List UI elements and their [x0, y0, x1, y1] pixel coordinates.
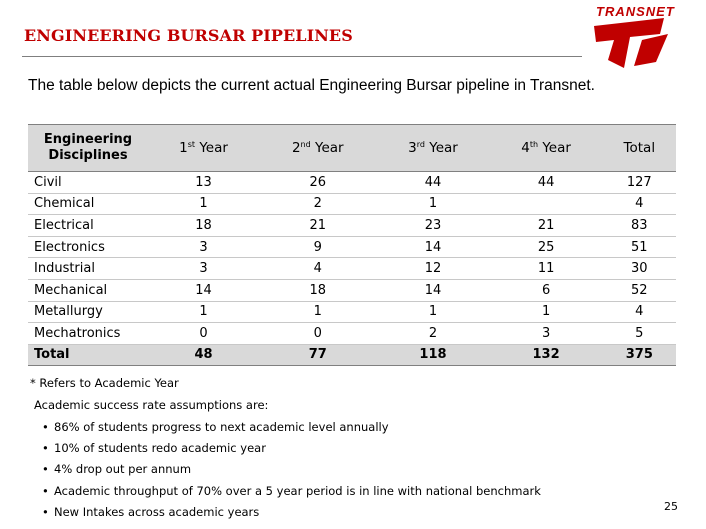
- cell-year-3: 1: [376, 301, 489, 323]
- transnet-logo: [586, 4, 696, 74]
- table-row: [28, 172, 676, 194]
- cell-total: 375: [603, 344, 676, 365]
- cell-year-4: 6: [490, 279, 603, 301]
- cell-year-1: 1: [148, 301, 259, 323]
- cell-year-4: 132: [490, 344, 603, 365]
- cell-year-4: [490, 193, 603, 215]
- cell-total: 4: [603, 301, 676, 323]
- cell-total: 51: [603, 236, 676, 258]
- cell-total: 4: [603, 193, 676, 215]
- header-year-3: 3rd Year: [376, 125, 489, 172]
- assumptions-heading: Academic success rate assumptions are:: [34, 398, 269, 412]
- cell-year-1: 1: [148, 193, 259, 215]
- table-row: [28, 215, 676, 237]
- header-year-4: 4th Year: [490, 125, 603, 172]
- cell-year-2: 9: [259, 236, 376, 258]
- cell-year-1: 3: [148, 236, 259, 258]
- cell-year-3: 23: [376, 215, 489, 237]
- list-item: • 10% of students redo academic year: [42, 439, 541, 460]
- cell-year-3: 2: [376, 323, 489, 345]
- row-name: Civil: [28, 172, 148, 194]
- cell-year-4: 25: [490, 236, 603, 258]
- logo-text: TRANSNET: [596, 4, 675, 19]
- total-row: [28, 344, 676, 365]
- cell-year-3: 1: [376, 193, 489, 215]
- cell-year-2: 0: [259, 323, 376, 345]
- cell-year-4: 3: [490, 323, 603, 345]
- cell-year-3: 14: [376, 236, 489, 258]
- cell-year-4: 11: [490, 258, 603, 280]
- cell-year-1: 14: [148, 279, 259, 301]
- cell-year-2: 26: [259, 172, 376, 194]
- cell-year-3: 44: [376, 172, 489, 194]
- cell-year-2: 1: [259, 301, 376, 323]
- cell-total: 30: [603, 258, 676, 280]
- cell-year-1: 0: [148, 323, 259, 345]
- table-row: [28, 301, 676, 323]
- cell-year-3: 118: [376, 344, 489, 365]
- title-divider: [22, 56, 582, 57]
- cell-year-4: 21: [490, 215, 603, 237]
- table-row: [28, 258, 676, 280]
- row-name: Mechanical: [28, 279, 148, 301]
- page-title: ENGINEERING BURSAR PIPELINES: [24, 26, 353, 45]
- cell-total: 83: [603, 215, 676, 237]
- page-number: 25: [664, 500, 678, 513]
- cell-total: 5: [603, 323, 676, 345]
- row-name: Metallurgy: [28, 301, 148, 323]
- header-disciplines: Engineering Disciplines: [28, 125, 148, 172]
- cell-year-1: 3: [148, 258, 259, 280]
- list-item: • 4% drop out per annum: [42, 460, 541, 481]
- cell-total: 52: [603, 279, 676, 301]
- cell-year-2: 18: [259, 279, 376, 301]
- cell-year-1: 48: [148, 344, 259, 365]
- row-name: Mechatronics: [28, 323, 148, 345]
- list-item: • Academic throughput of 70% over a 5 year period is in line with national benchmark: [42, 482, 541, 503]
- intro-text: The table below depicts the current actual Engineering Bursar pipeline in Transnet.: [28, 77, 595, 94]
- cell-year-2: 77: [259, 344, 376, 365]
- list-item: • New Intakes across academic years: [42, 503, 541, 524]
- cell-year-1: 13: [148, 172, 259, 194]
- header-year-1: 1st Year: [148, 125, 259, 172]
- header-total: Total: [603, 125, 676, 172]
- header-year-2: 2nd Year: [259, 125, 376, 172]
- cell-year-2: 21: [259, 215, 376, 237]
- cell-year-3: 14: [376, 279, 489, 301]
- table-row: [28, 323, 676, 345]
- footnote: * Refers to Academic Year: [30, 376, 179, 390]
- table-header-row: [28, 125, 676, 172]
- table-row: [28, 279, 676, 301]
- cell-total: 127: [603, 172, 676, 194]
- cell-year-2: 4: [259, 258, 376, 280]
- cell-year-1: 18: [148, 215, 259, 237]
- row-name: Electronics: [28, 236, 148, 258]
- cell-year-3: 12: [376, 258, 489, 280]
- cell-year-4: 1: [490, 301, 603, 323]
- row-name: Industrial: [28, 258, 148, 280]
- table-row: [28, 236, 676, 258]
- assumptions-list: [42, 418, 541, 524]
- table-row: [28, 193, 676, 215]
- pipeline-table: [28, 124, 676, 366]
- row-name: Chemical: [28, 193, 148, 215]
- row-name: Electrical: [28, 215, 148, 237]
- cell-year-4: 44: [490, 172, 603, 194]
- list-item: • 86% of students progress to next academic level annually: [42, 418, 541, 439]
- row-name: Total: [28, 344, 148, 365]
- cell-year-2: 2: [259, 193, 376, 215]
